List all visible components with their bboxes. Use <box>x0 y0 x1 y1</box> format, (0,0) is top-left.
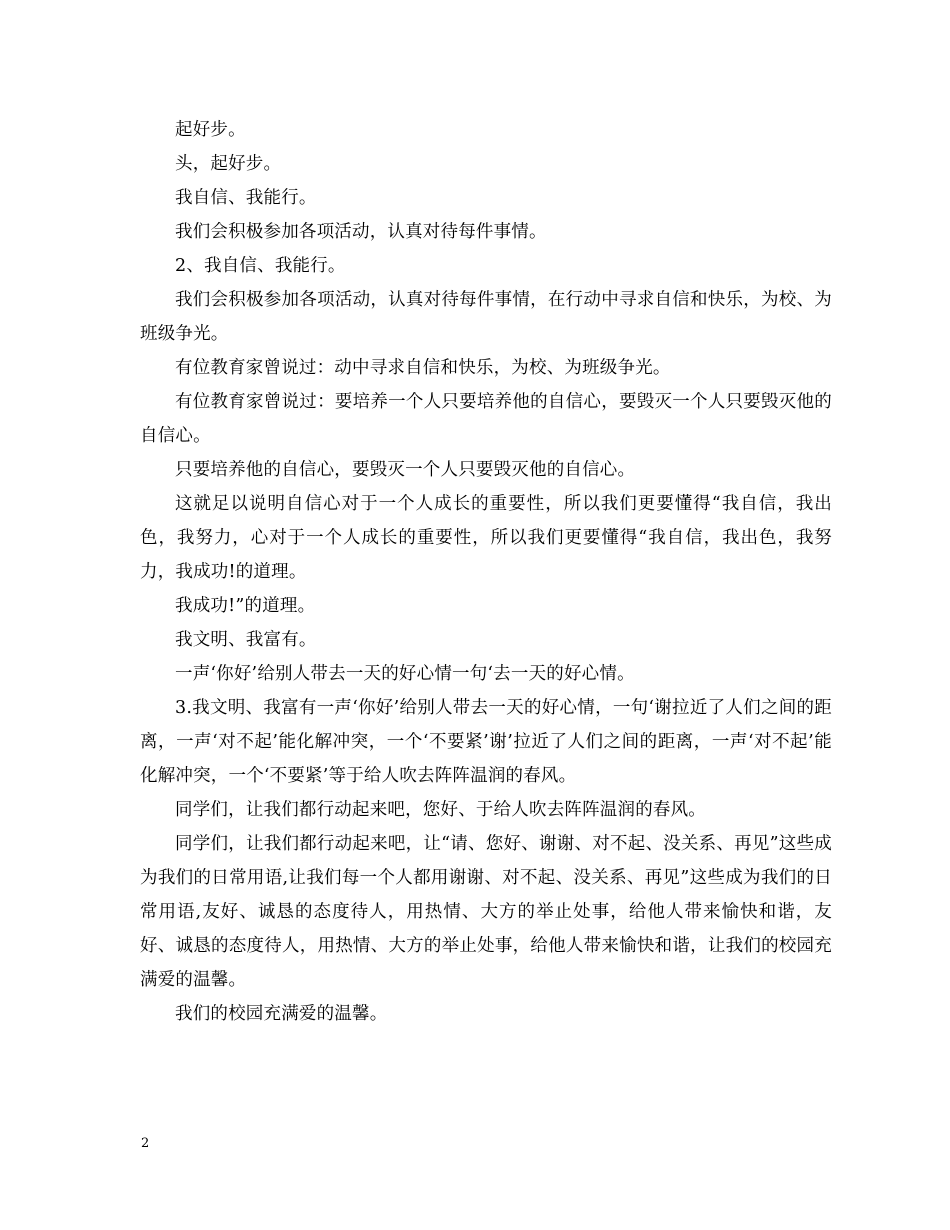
paragraph: 有位教育家曾说过：动中寻求自信和快乐，为校、为班级争光。 <box>175 358 671 378</box>
paragraph: 我们会积极参加各项活动，认真对待每件事情，在行动中寻求自信和快乐，为校、为班级争光。 <box>140 290 832 344</box>
paragraph: 我文明、我富有。 <box>175 630 317 650</box>
paragraph: 只要培养他的自信心，要毁灭一个人只要毁灭他的自信心。 <box>175 460 636 480</box>
paragraph: 我们会积极参加各项活动，认真对待每件事情。 <box>175 222 547 242</box>
paragraph: 有位教育家曾说过：要培养一个人只要培养他的自信心，要毁灭一个人只要毁灭他的自信心。 <box>140 392 832 446</box>
paragraph: 我们的校园充满爱的温馨。 <box>175 1004 388 1024</box>
page-number: 2 <box>141 1136 150 1151</box>
paragraph: 2、我自信、我能行。 <box>175 256 346 276</box>
paragraph: 起好步。 <box>175 120 246 140</box>
paragraph: 我自信、我能行。 <box>175 188 317 208</box>
document-body <box>140 113 832 1031</box>
paragraph: 我成功!”的道理。 <box>175 596 316 616</box>
paragraph: 同学们，让我们都行动起来吧，让“请、您好、谢谢、对不起、没关系、再见”这些成为我们的日常用语,让我们每一个人都用谢谢、对不起、没关系、再见”这些成为我们的日常用语,友好、诚恳的态度待人，用热情、大方的举止处事，给他人带来愉快和谐，友好、诚恳的态度待人，用热情、大方的举止处事，给他人带来愉快和谐，让我们的校园充满爱的温馨。 <box>140 834 832 990</box>
paragraph: 同学们，让我们都行动起来吧，您好、于给人吹去阵阵温润的春风。 <box>175 800 706 820</box>
paragraph: 3.我文明、我富有一声‘你好’给别人带去一天的好心情，一句‘谢拉近了人们之间的距离，一声‘对不起’能化解冲突，一个‘不要紧’谢’拉近了人们之间的距离，一声‘对不起’能化解冲突，一个‘不要紧’等于给人吹去阵阵温润的春风。 <box>140 698 832 786</box>
paragraph: 头，起好步。 <box>175 154 282 174</box>
paragraph: 一声‘你好’给别人带去一天的好心情一句‘去一天的好心情。 <box>175 664 635 684</box>
paragraph: 这就足以说明自信心对于一个人成长的重要性，所以我们更要懂得“我自信，我出色，我努力，心对于一个人成长的重要性，所以我们更要懂得“我自信，我出色，我努力，我成功!的道理。 <box>140 494 832 582</box>
